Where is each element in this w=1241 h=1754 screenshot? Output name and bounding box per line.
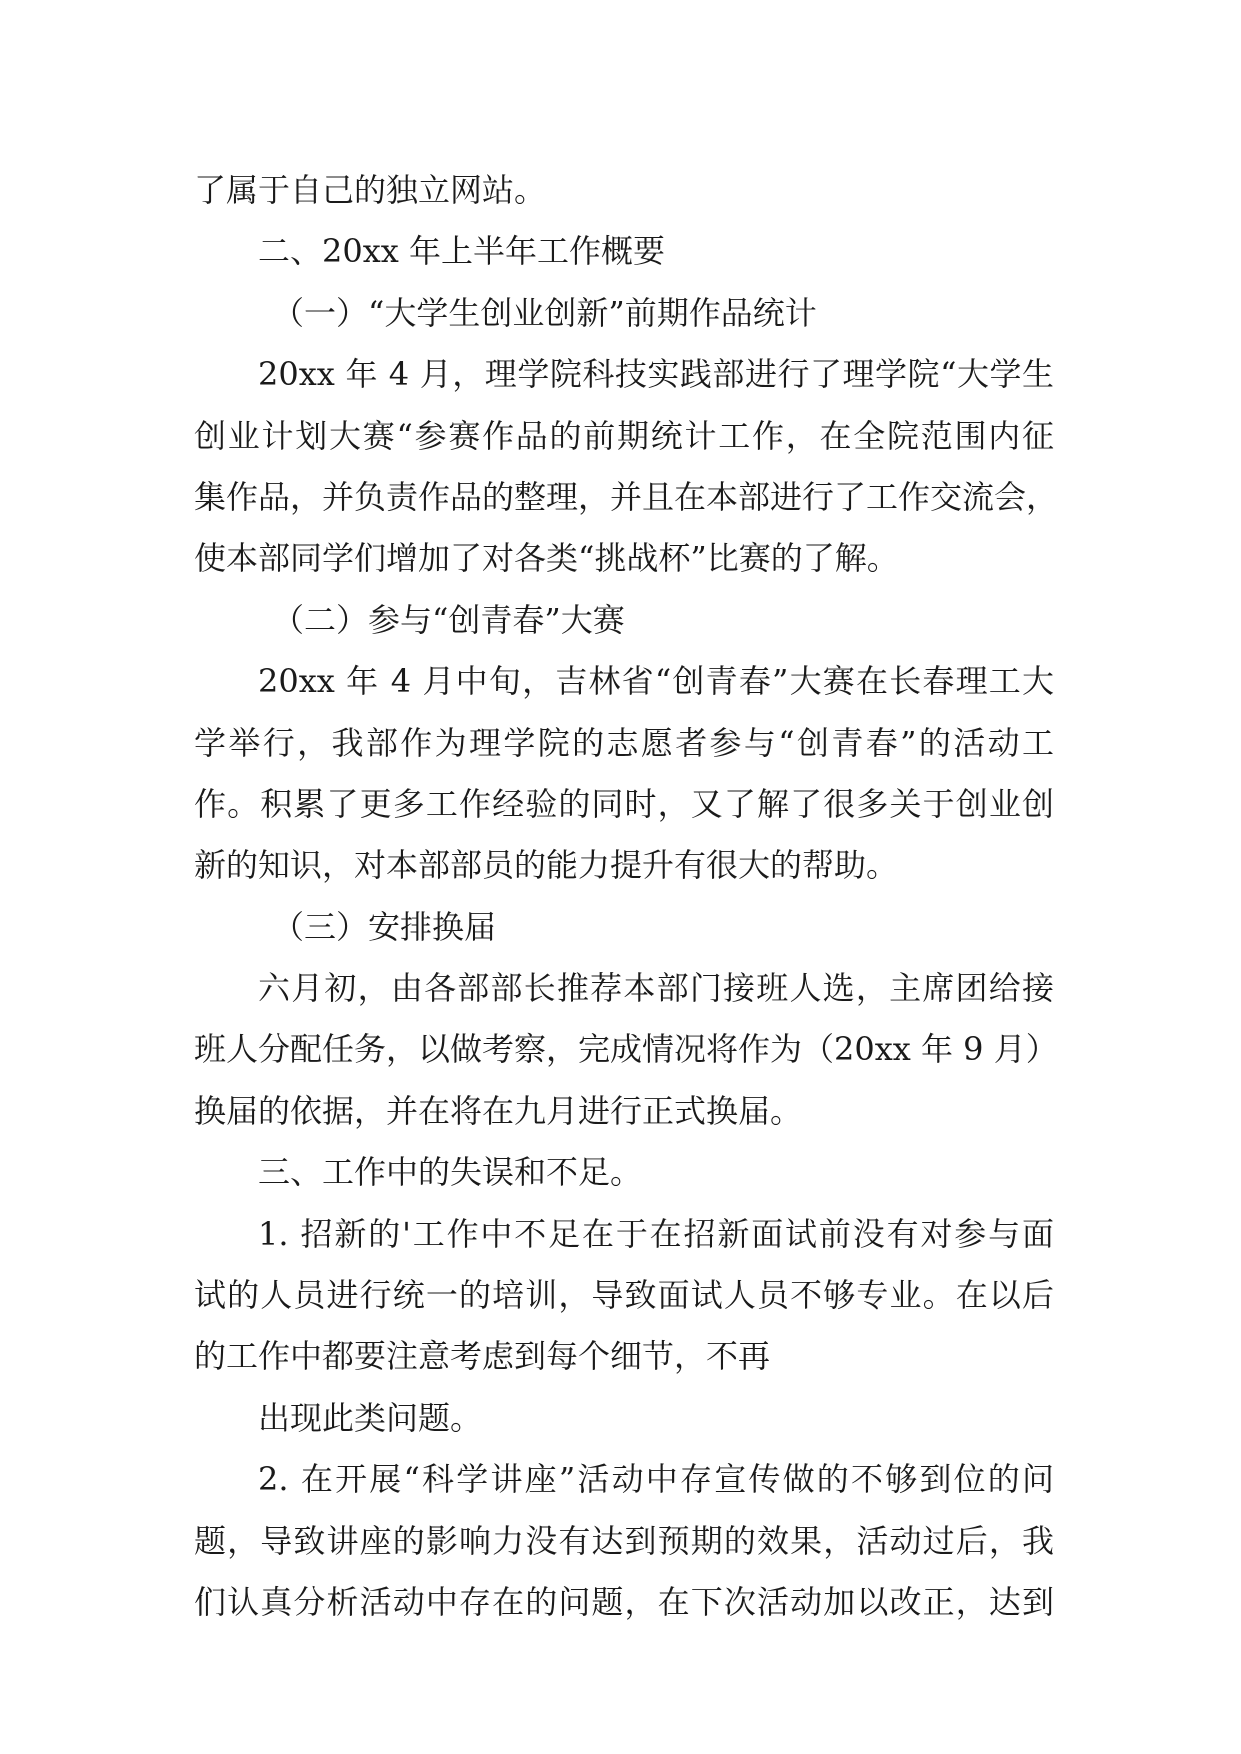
text-line: 换届的依据，并在将在九月进行正式换届。 <box>194 1091 803 1130</box>
text-line: 班人分配任务，以做考察，完成情况将作为（20xx 年 9 月） <box>194 1030 1058 1069</box>
text-line: 作。积累了更多工作经验的同时，又了解了很多关于创业创 <box>194 784 1054 823</box>
text-line: 学举行，我部作为理学院的志愿者参与“创青春”的活动工 <box>194 723 1054 762</box>
text-line: 了属于自己的独立网站。 <box>194 171 547 209</box>
section-heading: 三、工作中的失误和不足。 <box>258 1153 643 1192</box>
text-line: 试的人员进行统一的培训，导致面试人员不够专业。在以后 <box>194 1276 1054 1315</box>
text-line: 题，导致讲座的影响力没有达到预期的效果，活动过后，我 <box>194 1521 1054 1560</box>
subsection-heading: （三）安排换届 <box>272 907 497 946</box>
text-line: 的工作中都要注意考虑到每个细节，不再 <box>194 1337 771 1376</box>
section-heading: 二、20xx 年上半年工作概要 <box>258 232 665 271</box>
subsection-heading: （一）“大学生创业创新”前期作品统计 <box>272 293 817 332</box>
text-line: 2. 在开展“科学讲座”活动中存宣传做的不够到位的问 <box>258 1460 1054 1499</box>
text-line: 新的知识，对本部部员的能力提升有很大的帮助。 <box>194 846 899 885</box>
text-line: 使本部同学们增加了对各类“挑战杯”比赛的了解。 <box>194 539 899 578</box>
text-line: 创业计划大赛“参赛作品的前期统计工作，在全院范围内征 <box>194 416 1054 455</box>
text-line: 出现此类问题。 <box>258 1398 483 1437</box>
subsection-heading: （二）参与“创青春”大赛 <box>272 600 625 639</box>
text-line: 20xx 年 4 月中旬，吉林省“创青春”大赛在长春理工大 <box>258 662 1054 701</box>
text-line: 集作品，并负责作品的整理，并且在本部进行了工作交流会， <box>194 477 1059 516</box>
text-line: 1. 招新的'工作中不足在于在招新面试前没有对参与面 <box>258 1214 1054 1253</box>
text-line: 六月初，由各部部长推荐本部门接班人选，主席团给接 <box>258 969 1054 1008</box>
text-line: 们认真分析活动中存在的问题，在下次活动加以改正，达到 <box>194 1582 1054 1621</box>
body-text <box>194 160 1059 1633</box>
text-line: 20xx 年 4 月，理学院科技实践部进行了理学院“大学生 <box>258 355 1054 394</box>
